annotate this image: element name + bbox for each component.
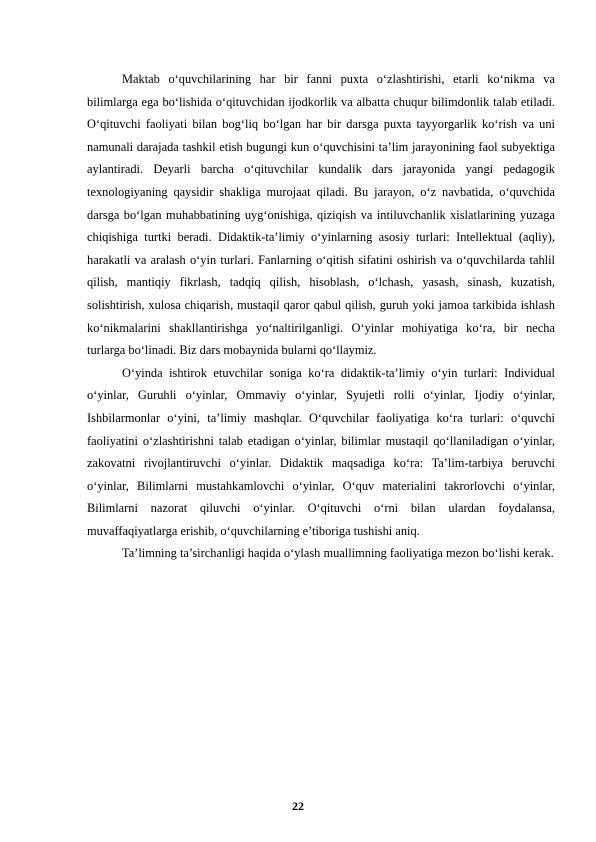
page-number: 22 bbox=[292, 799, 304, 813]
document-body bbox=[87, 68, 555, 565]
paragraph-3: Ta’limning ta’sirchanligi haqida o‘ylash muallimning faoliyatiga mezon bo‘lishi kerak. bbox=[122, 546, 554, 561]
paragraph-2: O‘yinda ishtirok etuvchilar soniga ko‘ra didaktik-ta’limiy o‘yin turlari: Individual o‘yinlar, Guruhli o‘yinlar, Ommaviy o‘yinlar, Syujetli rolli o‘yinlar, Ijodiy o‘yinlar, Ishbilarmonlar o‘yini, ta’limiy mashqlar. O‘quvchilar faoliyatiga ko‘ra turlari: o‘quvchi faoliyatini o‘zlashtirishni talab etadigan o‘yinlar, bilimlar mustaqil qo‘llaniladigan o‘yinlar, zakovatni rivojlantiruvchi o‘yinlar. Didaktik maqsadiga ko‘ra: Ta’lim-tarbiya beruvchi o‘yinlar, Bilimlarni mustahkamlovchi o‘yinlar, O‘quv materialini takrorlovchi o‘yinlar, Bilimlarni nazorat qiluvchi o‘yinlar. O‘qituvchi o‘rni bilan ulardan foydalansa, muvaffaqiyatlarga erishib, o‘quvchilarning e’tiboriga tushishi aniq. bbox=[87, 365, 555, 538]
paragraph-1: Maktab o‘quvchilarining har bir fanni puxta o‘zlashtirishi, etarli ko‘nikma va bilimlarga ega bo‘lishida o‘qituvchidan ijodkorlik va albatta chuqur bilimdonlik talab etiladi. O‘qituvchi faoliyati bilan bog‘liq bo‘lgan har bir darsga puxta tayyorgarlik ko‘rish va uni namunali darajada tashkil etish bugungi kun o‘quvchisini ta’lim jarayonining faol subyektiga aylantiradi. Deyarli barcha o‘qituvchilar kundalik dars jarayonida yangi pedagogik texnologiyaning qaysidir shakliga murojaat qiladi. Bu jarayon, o‘z navbatida, o‘quvchida darsga bo‘lgan muhabbatining uyg‘onishiga, qiziqish va intiluvchanlik xislatlarining yuzaga chiqishiga turtki beradi. Didaktik-ta’limiy o‘yinlarning asosiy turlari: Intellektual (aqliy), harakatli va aralash o‘yin turlari. Fanlarning o‘qitish sifatini oshirish va o‘quvchilarda tahlil qilish, mantiqiy fikrlash, tadqiq qilish, hisoblash, o‘lchash, yasash, sinash, kuzatish, solishtirish, xulosa chiqarish, mustaqil qaror qabul qilish, guruh yoki jamoa tarkibida ishlash ko‘nikmalarini shakllantirishga yo‘naltirilganligi. O‘yinlar mohiyatiga ko‘ra, bir necha turlarga bo‘linadi. Biz dars mobaynida bularni qo‘llaymiz. bbox=[87, 72, 555, 358]
